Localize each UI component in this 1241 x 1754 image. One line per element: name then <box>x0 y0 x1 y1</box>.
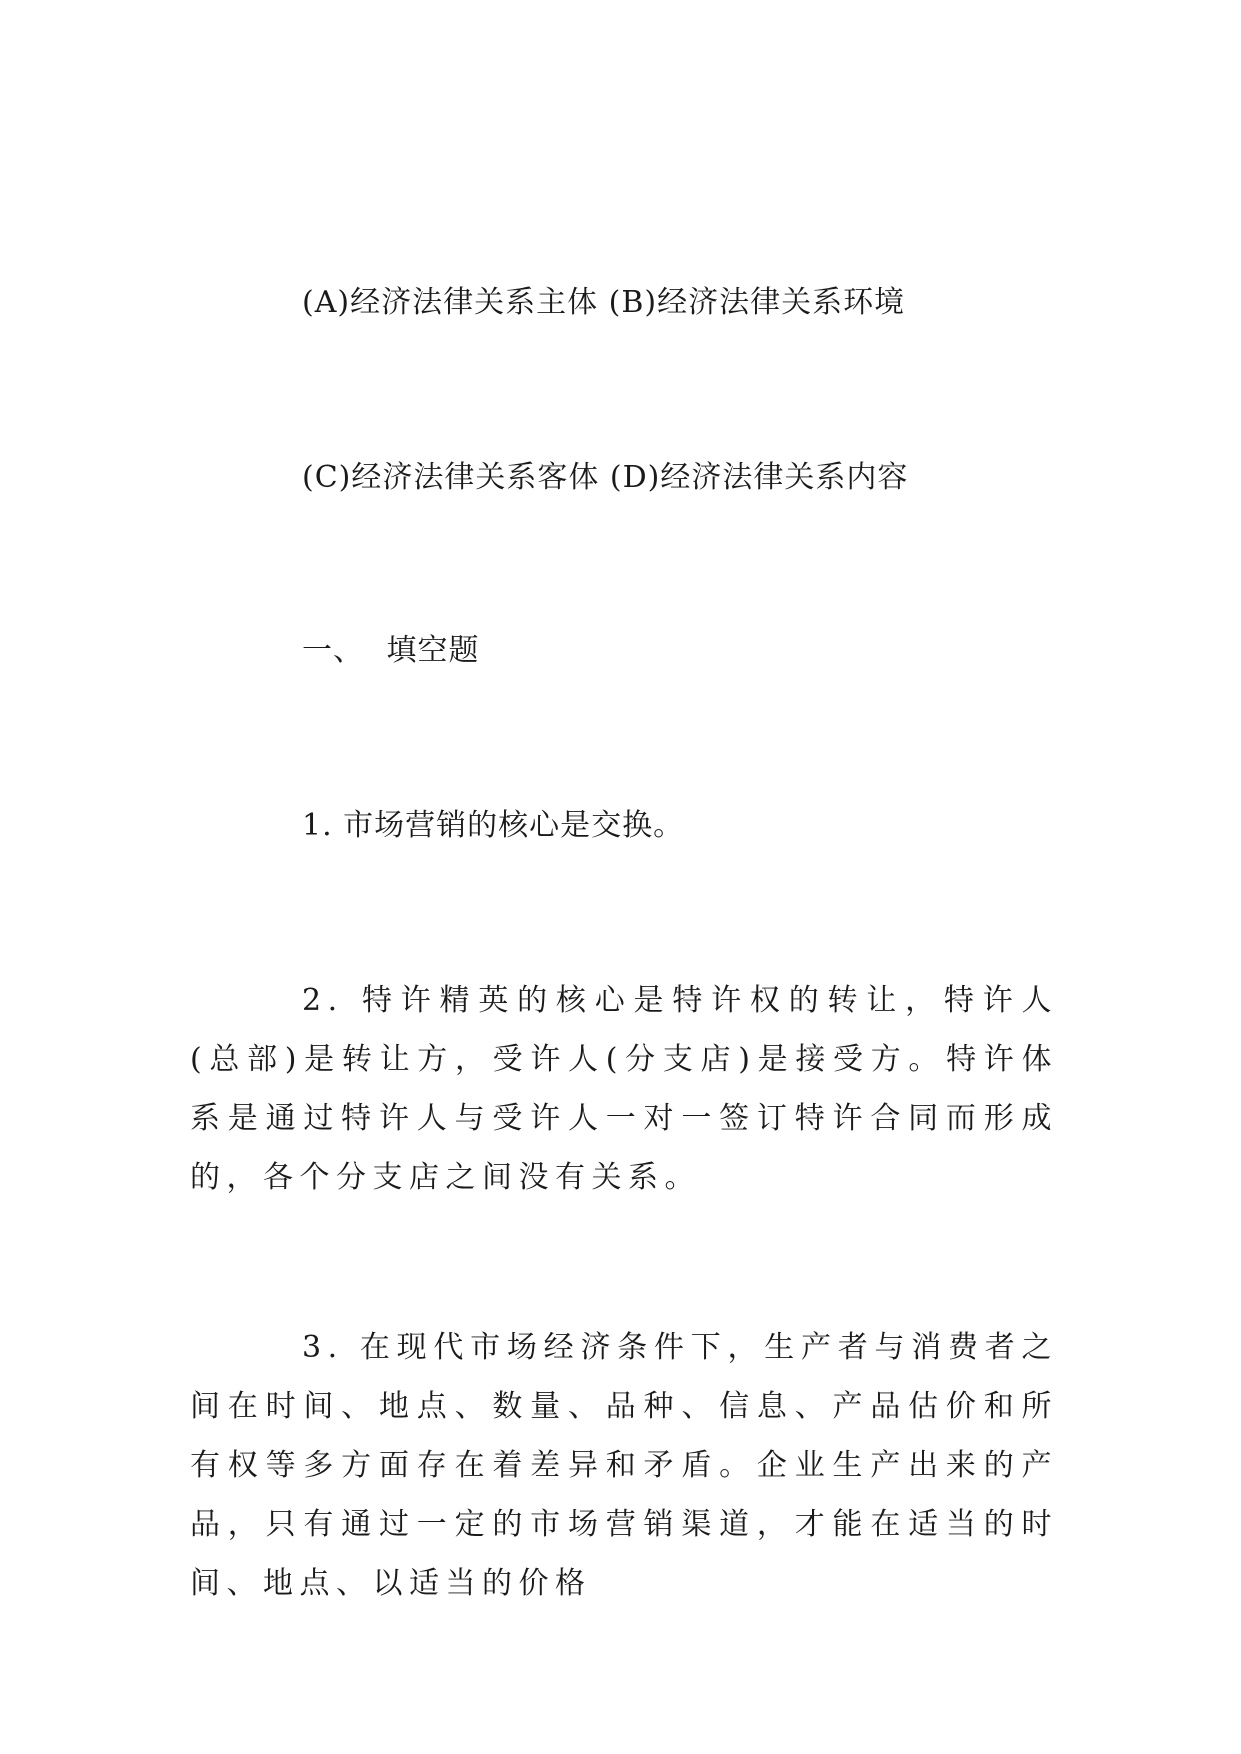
section-heading: 一、 填空题 <box>302 633 480 668</box>
answer-options-row-2: (C)经济法律关系客体 (D)经济法律关系内容 <box>302 460 909 495</box>
fill-in-item-2: 2. 特许精英的核心是特许权的转让，特许人(总部)是转让方，受许人(分支店)是接受方。特许体系是通过特许人与受许人一对一签订特许合同而形成的，各个分支店之间没有关系。 <box>190 983 1058 1195</box>
fill-in-item-3: 3. 在现代市场经济条件下，生产者与消费者之间在时间、地点、数量、品种、信息、产品估价和所有权等多方面存在着差异和矛盾。企业生产出来的产品，只有通过一定的市场营销渠道，才能在适当的时间、地点、以适当的价格 <box>190 1330 1058 1601</box>
fill-in-item-1: 1. 市场营销的核心是交换。 <box>302 808 685 843</box>
answer-options-row-1: (A)经济法律关系主体 (B)经济法律关系环境 <box>302 285 906 320</box>
